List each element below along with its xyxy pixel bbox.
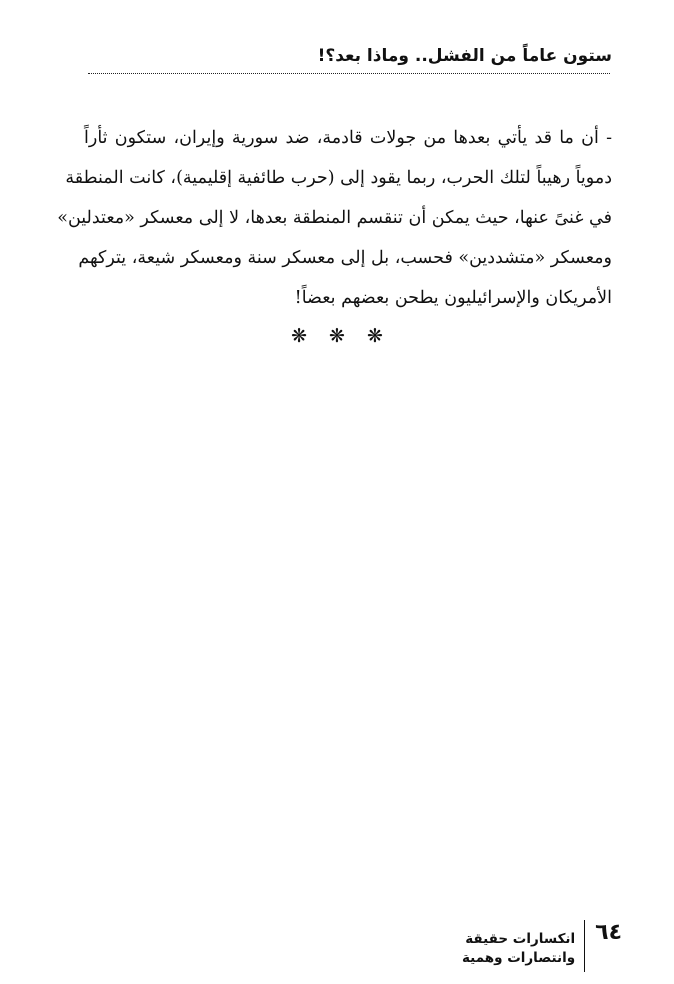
page-footer [462, 920, 622, 972]
footer-divider [584, 920, 585, 972]
section-separator-stars: ❋❋❋ [291, 325, 405, 347]
body-line-4: ومعسكر «متشددين» فحسب، بل إلى معسكر سنة ومعسكر شيعة، يتركهم [78, 248, 612, 268]
book-title-line-2: وانتصارات وهمية [462, 950, 576, 966]
body-paragraph [57, 118, 612, 318]
footer-book-title [462, 930, 584, 968]
body-line-2: دموياً رهيباً لتلك الحرب، ربما يقود إلى (حرب طائفية إقليمية)، كانت المنطقة [65, 168, 612, 188]
body-line-3: في غنىً عنها، حيث يمكن أن تنقسم المنطقة بعدها، لا إلى معسكر «معتدلين» [57, 208, 612, 228]
body-line-5: الأمريكان والإسرائيليون يطحن بعضهم بعضاً! [294, 288, 612, 308]
page-number: ٦٤ [595, 920, 622, 945]
body-line-1: - أن ما قد يأتي بعدها من جولات قادمة، ضد سورية وإيران، ستكون ثأراً [84, 128, 612, 148]
running-header-title: ستون عاماً من الفشل.. وماذا بعد؟! [317, 46, 612, 66]
header-dotted-rule [88, 73, 610, 74]
book-title-line-1: انكسارات حقيقة [465, 931, 576, 947]
